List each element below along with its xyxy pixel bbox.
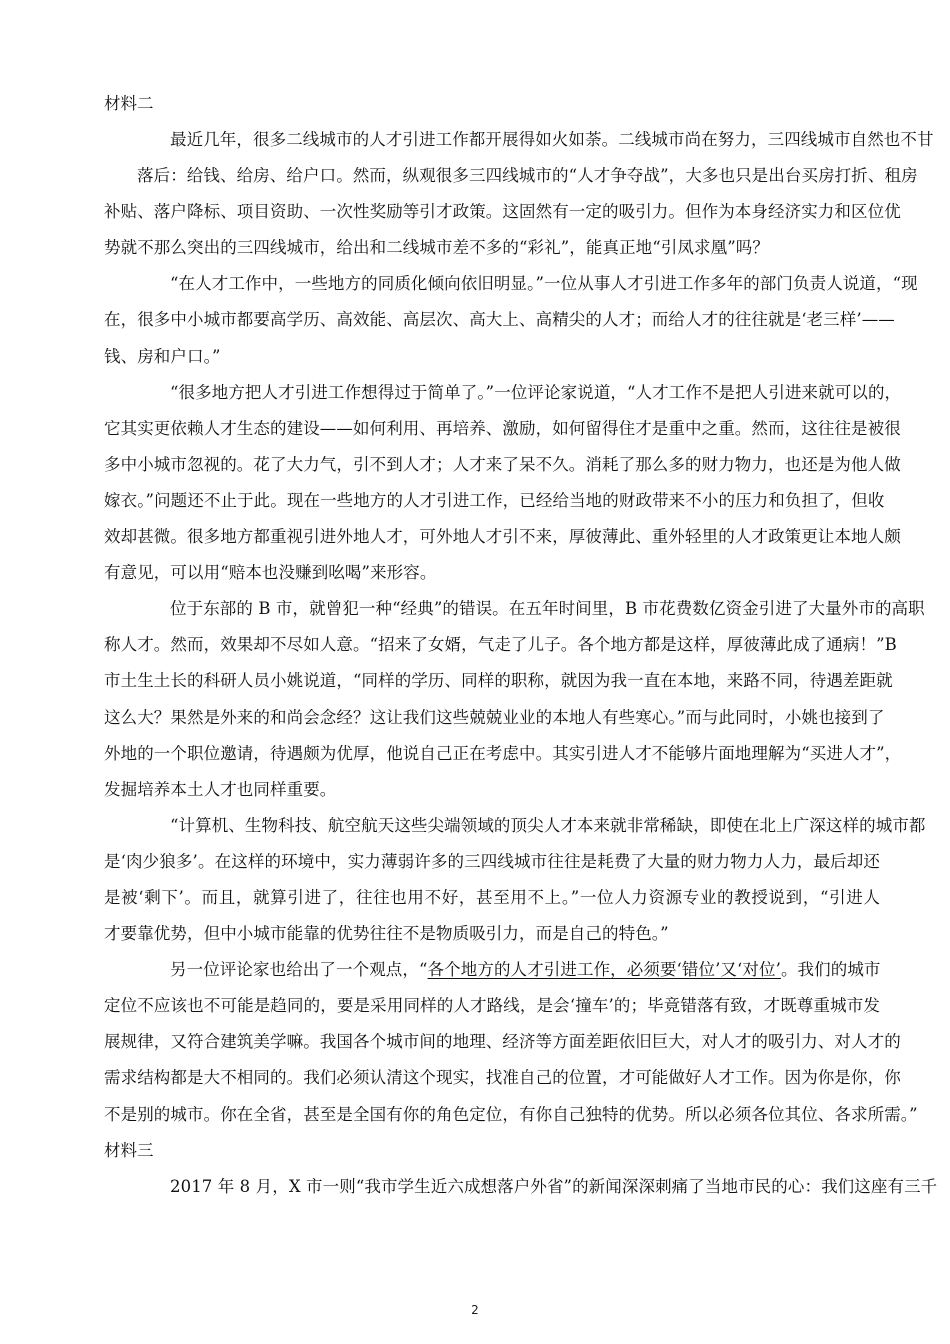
paragraph-line: 最近几年，很多二线城市的人才引进工作都开展得如火如荼。二线城市尚在努力，三四线城市自然也不甘 xyxy=(170,130,934,149)
paragraph-line: 它其实更依赖人才生态的建设——如何利用、再培养、激励，如何留得住才是重中之重。然而，这往往是被很 xyxy=(104,418,901,438)
paragraph-line: 发掘培养本土人才也同样重要。 xyxy=(104,779,337,799)
paragraph-2 xyxy=(104,266,918,374)
paragraph-line: 落后：给钱、给房、给户口。然而，纵观很多三四线城市的“人才争夺战”，大多也只是出台买房打折、租房 xyxy=(137,166,918,186)
paragraph-line: 是‘肉少狼多’。在这样的环境中，实力薄弱许多的三四线城市往往是耗费了大量的财力物力人力，最后却还 xyxy=(104,851,880,871)
paragraph-6-prefix: 另一位评论家也给出了一个观点，“ xyxy=(170,960,428,980)
paragraph-line: 在，很多中小城市都要高学历、高效能、高层次、高大上、高精尖的人才；而给人才的往往就是‘老三样’—— xyxy=(104,310,895,330)
paragraph-line: 效却甚微。很多地方都重视引进外地人才，可外地人才引不来，厚彼薄此、重外轻里的人才政策更让本地人颇 xyxy=(104,527,901,547)
underlined-key-sentence: 各个地方的人才引进工作，必须要‘错位’又‘对位’ xyxy=(427,960,781,980)
paragraph-line: 补贴、落户降标、项目资助、一次性奖励等引才政策。这固然有一定的吸引力。但作为本身经济实力和区位优 xyxy=(104,202,901,222)
page-number: 2 xyxy=(471,1303,479,1317)
document-body xyxy=(104,86,938,1205)
paragraph-3 xyxy=(104,375,902,592)
paragraph-line: 这么大？果然是外来的和尚会念经？这让我们这些兢兢业业的本地人有些寒心。”而与此同时，小姚也接到了 xyxy=(104,707,885,727)
paragraph-6-suffix: 。我们的城市 xyxy=(780,960,881,980)
paragraph-line xyxy=(137,952,880,988)
paragraph-line: 钱、房和户口。” xyxy=(104,346,221,366)
paragraph-4 xyxy=(104,591,925,808)
paragraph-5 xyxy=(104,808,926,952)
paragraph-line: “计算机、生物科技、航空航天这些尖端领域的顶尖人才本来就非常稀缺，即使在北上广深这样的城市都 xyxy=(170,815,926,835)
paragraph-line: 定位不应该也不可能是趋同的，要是采用同样的人才路线，是会‘撞车’的；毕竟错落有致，才既尊重城市发 xyxy=(104,996,880,1016)
paragraph-line: 外地的一个职位邀请，待遇颇为优厚，他说自己正在考虑中。其实引进人才不能够片面地理解为“买进人才”， xyxy=(104,743,902,763)
paragraph-line: “很多地方把人才引进工作想得过于简单了。”一位评论家说道，“人才工作不是把人引进来就可以的， xyxy=(170,382,902,402)
paragraph-line: “在人才工作中，一些地方的同质化倾向依旧明显。”一位从事人才引进工作多年的部门负责人说道，“现 xyxy=(170,274,918,294)
paragraph-line: 多中小城市忽视的。花了大力气，引不到人才；人才来了呆不久。消耗了那么多的财力物力，也还是为他人做 xyxy=(104,454,901,474)
paragraph-line: 是被‘剩下’。而且，就算引进了，往往也用不好，甚至用不上。”一位人力资源专业的教授说到，“引进人 xyxy=(104,887,880,907)
paragraph-line: 称人才。然而，效果却不尽如人意。“招来了女婿，气走了儿子。各个地方都是这样，厚彼薄此成了通病！”B xyxy=(104,635,897,655)
paragraph-line: 嫁衣。”问题还不止于此。现在一些地方的人才引进工作，已经给当地的财政带来不小的压力和负担了，但收 xyxy=(104,490,885,510)
paragraph-1 xyxy=(104,122,934,266)
paragraph-7 xyxy=(104,1169,938,1205)
paragraph-line: 才要靠优势，但中小城市能靠的优势往往不是物质吸引力，而是自己的特色。” xyxy=(104,924,669,944)
paragraph-line: 有意见，可以用“赔本也没赚到吆喝”来形容。 xyxy=(104,563,437,583)
paragraph-line: 势就不那么突出的三四线城市，给出和二线城市差不多的“彩礼”，能真正地“引凤求凰”吗？ xyxy=(104,238,769,258)
section-heading-material-2: 材料二 xyxy=(104,94,154,113)
section-heading-material-3: 材料三 xyxy=(104,1140,154,1160)
paragraph-line: 需求结构都是大不相同的。我们必须认清这个现实，找准自己的位置，才可能做好人才工作。因为你是你，你 xyxy=(104,1068,901,1088)
paragraph-line: 市土生土长的科研人员小姚说道，“同样的学历、同样的职称，就因为我一直在本地，来路不同，待遇差距就 xyxy=(104,671,893,691)
paragraph-line: 2017 年 8 月，X 市一则“我市学生近六成想落户外省”的新闻深深刺痛了当地市民的心：我们这座有三千 xyxy=(170,1176,938,1196)
paragraph-line: 不是别的城市。你在全省，甚至是全国有你的角色定位，有你自己独特的优势。所以必须各位其位、各求所需。” xyxy=(104,1104,918,1124)
paragraph-line: 位于东部的 B 市，就曾犯一种“经典”的错误。在五年时间里，B 市花费数亿资金引进了大量外市的高职 xyxy=(170,599,925,619)
paragraph-6 xyxy=(104,952,918,1132)
paragraph-line: 展规律，又符合建筑美学嘛。我国各个城市间的地理、经济等方面差距依旧巨大，对人才的吸引力、对人才的 xyxy=(104,1032,901,1052)
